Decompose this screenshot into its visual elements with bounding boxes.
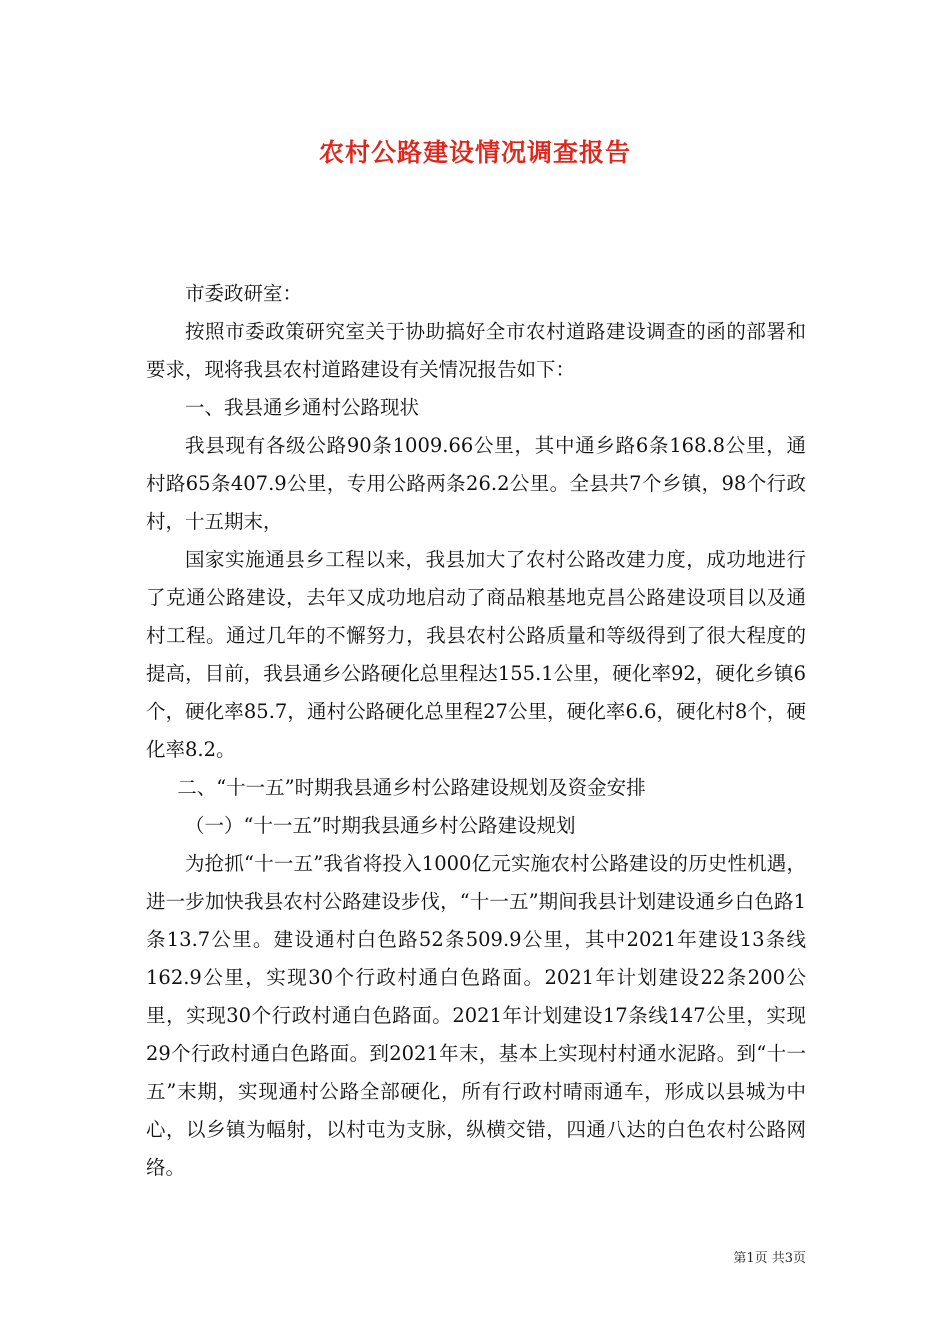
subsection-heading: （一）“十一五”时期我县通乡村公路建设规划 [185,814,576,837]
intro-paragraph: 按照市委政策研究室关于协助搞好全市农村道路建设调查的函的部署和要求，现将我县农村道路建设有关情况报告如下： [146,320,806,381]
page-number: 第1页 共3页 [733,1251,806,1266]
body-paragraph: 国家实施通县乡工程以来，我县加大了农村公路改建力度，成功地进行了克通公路建设，去年又成功地启动了商品粮基地克昌公路建设项目以及通村工程。通过几年的不懈努力，我县农村公路质量和等级得到了很大程度的提高，目前，我县通乡公路硬化总里程达155.1公里，硬化率92，硬化乡镇6个，硬化率85.7，通村公路硬化总里程27公里，硬化率6.6，硬化村8个，硬化率8.2。 [146,548,806,761]
section-heading-2: 二、“十一五”时期我县通乡村公路建设规划及资金安排 [177,776,646,799]
document-body [146,275,806,1187]
body-paragraph: 我县现有各级公路90条1009.66公里，其中通乡路6条168.8公里，通村路65条407.9公里，专用公路两条26.2公里。全县共7个乡镇，98个行政村，十五期末， [146,434,806,533]
page-title: 农村公路建设情况调查报告 [318,138,631,167]
body-paragraph: 为抢抓“十一五”我省将投入1000亿元实施农村公路建设的历史性机遇，进一步加快我县农村公路建设步伐，“十一五”期间我县计划建设通乡白色路1条13.7公里。建设通村白色路52条509.9公里，其中2021年建设13条线162.9公里，实现30个行政村通白色路面。2021年计划建设22条200公里，实现30个行政村通白色路面。2021年计划建设17条线147公里，实现29个行政村通白色路面。到2021年末，基本上实现村村通水泥路。到“十一五”末期，实现通村公路全部硬化，所有行政村晴雨通车，形成以县城为中心，以乡镇为幅射，以村屯为支脉，纵横交错，四通八达的白色农村公路网络。 [146,852,806,1179]
salutation: 市委政研室： [185,282,303,305]
section-heading-1: 一、我县通乡通村公路现状 [185,396,420,419]
